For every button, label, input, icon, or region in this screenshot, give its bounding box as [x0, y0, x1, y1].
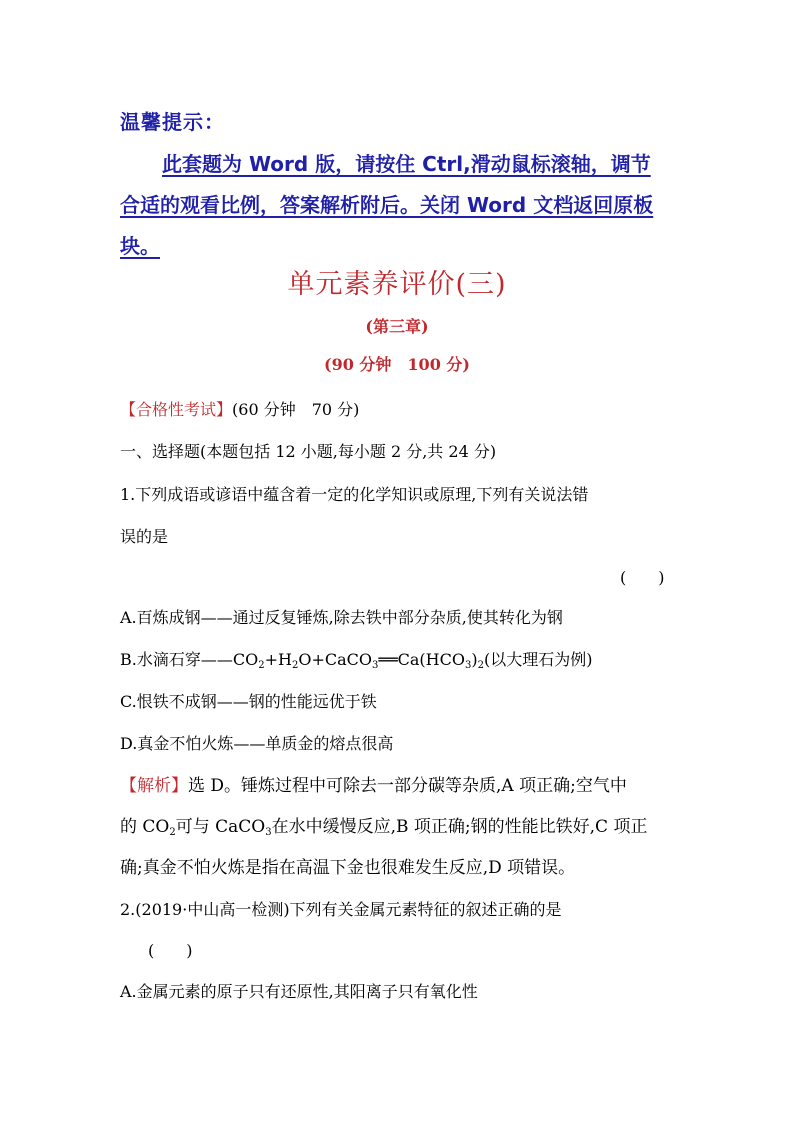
q1-option-c: C.恨铁不成钢——钢的性能远优于铁	[120, 692, 377, 711]
q1-answer-blank: ( )	[620, 568, 665, 587]
q1-analysis-line2: 的 $CO_2$可与 CaCO$_3$在水中缓慢反应,B 项正确;钢的性能比铁好,C 项正	[120, 817, 648, 838]
notice-body	[120, 144, 676, 267]
analysis-tag: 【解析】	[120, 776, 188, 796]
notice-line: 块。	[120, 234, 160, 258]
q2-stem-line1: 2.(2019·中山高一检测)下列有关金属元素特征的叙述正确的是	[120, 900, 562, 919]
q1-stem-line2: 误的是	[120, 527, 169, 546]
section-heading	[120, 400, 359, 420]
notice-heading: 温馨提示：	[120, 110, 225, 134]
part-heading: 一、选择题(本题包括 12 小题,每小题 2 分,共 24 分)	[120, 442, 497, 461]
q1-analysis-line3: 确;真金不怕火炼是指在高温下金也很难发生反应,D 项错误。	[120, 858, 576, 878]
section-tag-info: (60 分钟 70 分)	[232, 400, 360, 419]
notice-line: 合适的观看比例，答案解析附后。关闭 Word 文档返回原板	[120, 193, 654, 217]
q1-option-b: B.水滴石穿$——CO_2+H_2O+CaCO_3══Ca(HCO_3)_2$(以大理石为例)	[120, 650, 593, 671]
chapter-label: (第三章)	[365, 317, 429, 336]
q2-answer-blank: ( )	[148, 941, 193, 960]
q1-analysis-line1: 【解析】选 D。锤炼过程中可除去一部分碳等杂质,A 项正确;空气中	[120, 776, 627, 796]
document-title: 单元素养评价(三)	[287, 269, 507, 300]
q2-option-a: A.金属元素的原子只有还原性,其阳离子只有氧化性	[120, 982, 478, 1001]
notice-line: 此套题为 Word 版，请按住 Ctrl,滑动鼠标滚轴，调节	[162, 152, 651, 176]
q1-option-d: D.真金不怕火炼——单质金的熔点很高	[120, 734, 394, 753]
q1-option-a: A.百炼成钢——通过反复锤炼,除去铁中部分杂质,使其转化为钢	[120, 608, 563, 627]
time-score-label: (90 分钟 100 分)	[324, 355, 470, 374]
section-tag: 【合格性考试】	[120, 400, 233, 419]
q1-stem-line1: 1.下列成语或谚语中蕴含着一定的化学知识或原理,下列有关说法错	[120, 485, 589, 504]
